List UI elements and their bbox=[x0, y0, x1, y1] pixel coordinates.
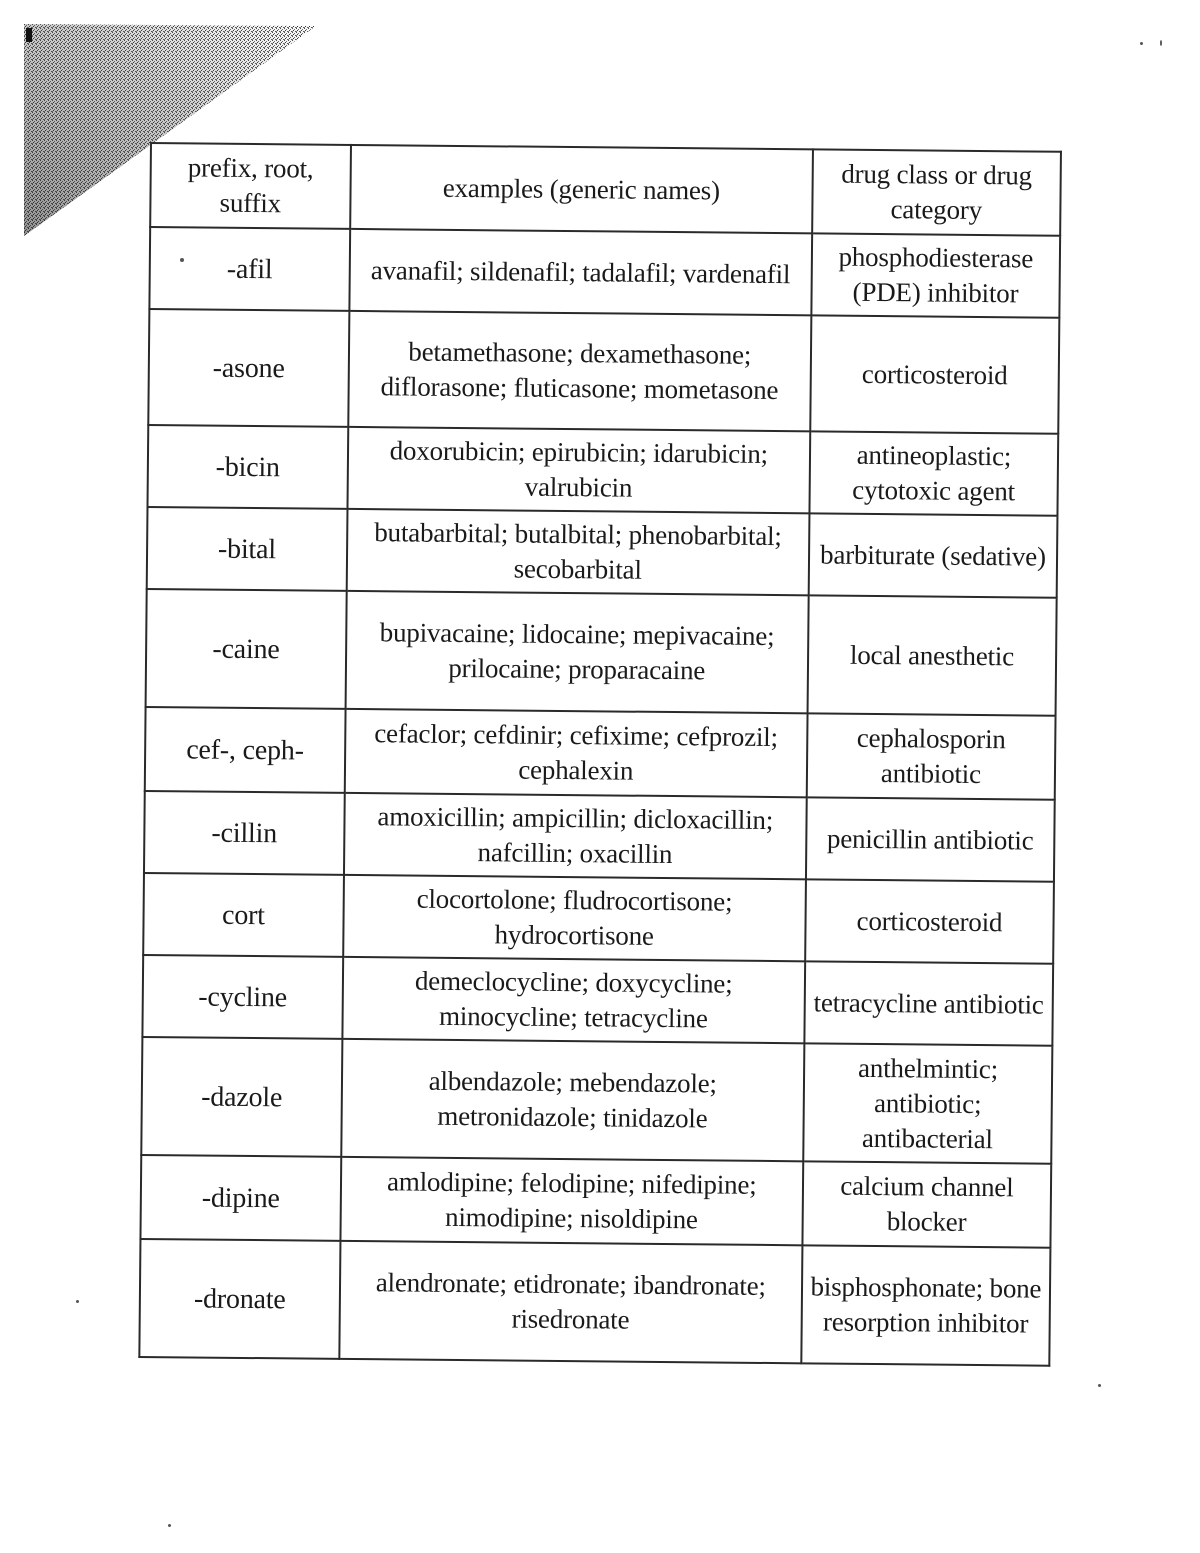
drug-class-cell: bisphosphonate; bone resorption inhibitor bbox=[801, 1245, 1050, 1365]
drug-affix-table bbox=[138, 142, 1062, 1367]
drug-class-cell: penicillin antibiotic bbox=[806, 797, 1055, 881]
drug-class-cell: calcium channel blocker bbox=[802, 1161, 1051, 1247]
drug-class-cell: tetracycline antibiotic bbox=[804, 961, 1053, 1045]
affix-cell: -asone bbox=[148, 309, 349, 427]
examples-cell: amlodipine; felodipine; nifedipine; nimodipine; nisoldipine bbox=[340, 1157, 803, 1245]
drug-class-cell: anthelmintic; antibiotic; antibacterial bbox=[803, 1043, 1052, 1163]
affix-cell: -bital bbox=[147, 507, 348, 591]
table-row bbox=[139, 1239, 1050, 1366]
scan-speck bbox=[76, 1300, 79, 1303]
drug-class-cell: barbiturate (sedative) bbox=[808, 513, 1057, 597]
examples-cell: albendazole; mebendazole; metronidazole; tinidazole bbox=[341, 1039, 804, 1161]
drug-class-cell: corticosteroid bbox=[810, 315, 1059, 433]
table-row bbox=[149, 227, 1060, 318]
affix-cell: cort bbox=[143, 873, 344, 957]
table-row bbox=[144, 791, 1055, 882]
examples-cell: alendronate; etidronate; ibandronate; risedronate bbox=[339, 1241, 802, 1363]
affix-cell: -dronate bbox=[139, 1239, 340, 1359]
examples-cell: betamethasone; dexamethasone; diflorasone; fluticasone; mometasone bbox=[348, 311, 811, 431]
table-row bbox=[145, 707, 1056, 800]
examples-cell: clocortolone; fludrocortisone; hydrocortisone bbox=[343, 875, 806, 961]
affix-cell: -cillin bbox=[144, 791, 345, 875]
header-drug-class: drug class or drug category bbox=[812, 149, 1061, 235]
table-row bbox=[141, 1037, 1052, 1164]
table-row bbox=[142, 955, 1053, 1046]
scan-speck bbox=[1140, 42, 1143, 45]
examples-cell: bupivacaine; lidocaine; mepivacaine; prilocaine; proparacaine bbox=[345, 591, 808, 713]
drug-class-cell: cephalosporin antibiotic bbox=[807, 713, 1056, 799]
affix-cell: -afil bbox=[149, 227, 350, 311]
scan-speck bbox=[168, 1524, 171, 1527]
drug-class-cell: phosphodiesterase (PDE) inhibitor bbox=[811, 233, 1060, 317]
examples-cell: butabarbital; butalbital; phenobarbital; secobarbital bbox=[346, 509, 809, 595]
header-affix: prefix, root, suffix bbox=[150, 143, 351, 229]
table-row bbox=[143, 873, 1054, 964]
table-row bbox=[147, 507, 1058, 598]
affix-cell: cef-, ceph- bbox=[145, 707, 346, 793]
scan-speck bbox=[1098, 1384, 1101, 1387]
drug-class-cell: antineoplastic; cytotoxic agent bbox=[809, 431, 1058, 515]
examples-cell: cefaclor; cefdinir; cefixime; cefprozil; cephalexin bbox=[345, 709, 808, 797]
affix-cell: -dipine bbox=[140, 1155, 341, 1241]
affix-cell: -bicin bbox=[147, 425, 348, 509]
affix-cell: -dazole bbox=[141, 1037, 342, 1157]
examples-cell: demeclocycline; doxycycline; minocycline; tetracycline bbox=[342, 957, 805, 1043]
scan-speck bbox=[1160, 40, 1162, 46]
header-examples: examples (generic names) bbox=[350, 145, 813, 233]
table-row bbox=[148, 309, 1059, 434]
table-row bbox=[147, 425, 1058, 516]
drug-class-cell: corticosteroid bbox=[805, 879, 1054, 963]
affix-cell: -caine bbox=[146, 589, 347, 709]
table-row bbox=[140, 1155, 1051, 1248]
table-row bbox=[146, 589, 1057, 716]
examples-cell: avanafil; sildenafil; tadalafil; vardenafil bbox=[349, 229, 812, 315]
drug-class-cell: local anesthetic bbox=[807, 595, 1056, 715]
examples-cell: amoxicillin; ampicillin; dicloxacillin; nafcillin; oxacillin bbox=[344, 793, 807, 879]
examples-cell: doxorubicin; epirubicin; idarubicin; valrubicin bbox=[347, 427, 810, 513]
affix-cell: -cycline bbox=[142, 955, 343, 1039]
table-header-row bbox=[150, 143, 1061, 236]
